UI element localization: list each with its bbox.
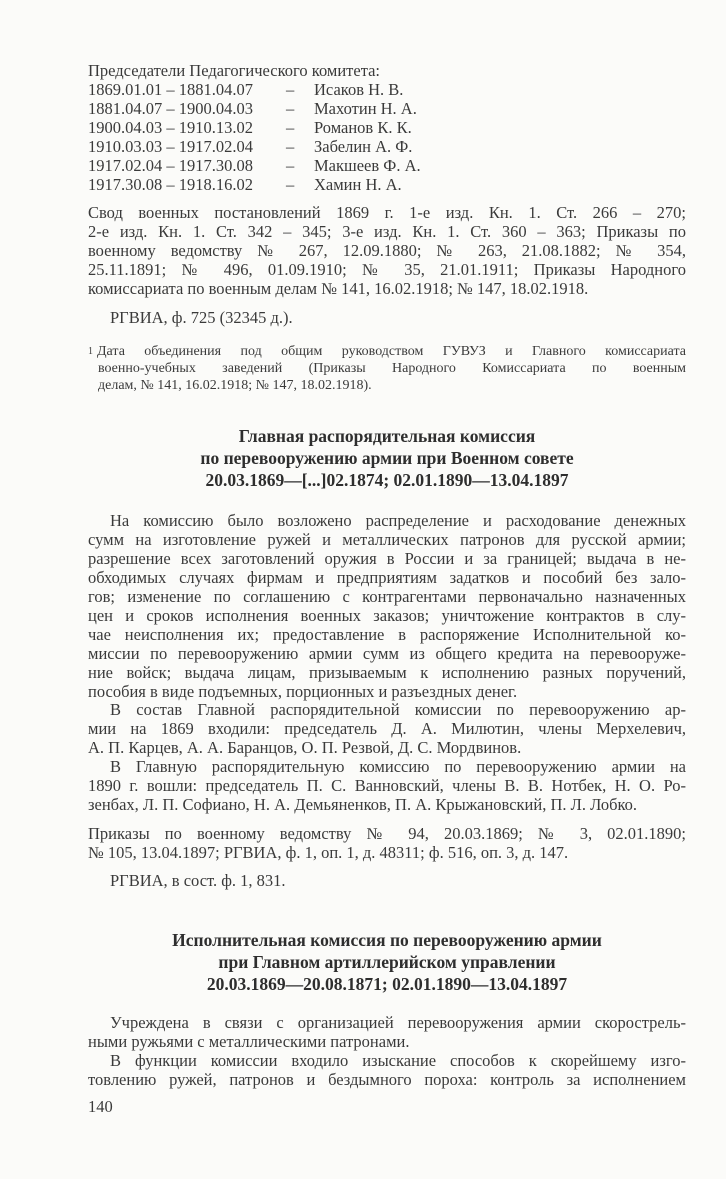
footnote-text: Дата объединения под общим руководством ГУВУЗ и Главного комиссариата <box>97 344 686 359</box>
heading-line: 20.03.1869—[...]02.1874; 02.01.1890—13.04.1897 <box>205 470 569 490</box>
chairman-name: Макшеев Ф. А. <box>314 156 421 175</box>
text-line: Учреждена в связи с организацией перевооружения армии скорострель- <box>110 1013 686 1032</box>
archive-reference-2 <box>88 871 686 890</box>
text-line: цен и сроков исполнения военных заказов; уничтожение контрактов в слу- <box>88 606 686 625</box>
chairman-name: Забелин А. Ф. <box>314 137 413 156</box>
text-line: А. П. Карцев, А. А. Баранцов, О. П. Резвой, Д. С. Мордвинов. <box>88 738 522 757</box>
text-line: разрешение всех заготовлений оружия в России и за границей; выдача в не- <box>88 549 686 568</box>
text-line: В состав Главной распорядительной комиссии по перевооружению ар- <box>110 700 686 719</box>
text-line: пособия в виде подъемных, порционных и разъездных денег. <box>88 682 518 701</box>
text-line: зенбах, Л. П. Софиано, Н. А. Демьяненков, П. А. Крыжановский, П. Л. Лобко. <box>88 795 638 814</box>
chairman-period: 1917.30.08 – 1918.16.02 <box>88 175 253 194</box>
heading-line: Главная распорядительная комиссия <box>238 426 536 446</box>
chairmen-title: Председатели Педагогического комитета: <box>88 61 381 80</box>
text-line: ными ружьями с металлическими патронами. <box>88 1032 410 1051</box>
page-number: 140 <box>88 1097 113 1116</box>
chairman-period: 1910.03.03 – 1917.02.04 <box>88 137 253 156</box>
chairman-row <box>88 80 686 99</box>
footnote-line: военно-учебных заведений (Приказы Народного Комиссариата по военным <box>98 361 686 376</box>
text-line: Свод военных постановлений 1869 г. 1-е изд. Кн. 1. Ст. 266 – 270; <box>88 203 686 222</box>
section-heading-2 <box>88 929 686 995</box>
text-line: сумм на изготовление ружей и металлических патронов для русской армии; <box>88 530 686 549</box>
text-line: В функции комиссии входило изыскание способов к скорейшему изго- <box>110 1051 686 1070</box>
archive-reference-2-text: РГВИА, в сост. ф. 1, 831. <box>110 871 286 890</box>
chairman-name: Махотин Н. А. <box>314 99 417 118</box>
heading-line: 20.03.1869—20.08.1871; 02.01.1890—13.04.1897 <box>206 974 568 994</box>
paragraph-functions <box>88 1051 686 1089</box>
text-line: ние войск; выдача лицам, призываемым к исполнению разных поручений, <box>88 663 686 682</box>
chairman-name: Романов К. К. <box>314 118 412 137</box>
text-line: 1890 г. вошли: председатель П. С. Ванновский, члены В. В. Нотбек, Н. О. Ро- <box>88 776 686 795</box>
chairman-name: Хамин Н. А. <box>314 175 402 194</box>
heading-line: Исполнительная комиссия по перевооружению армии <box>172 930 602 950</box>
text-line: № 105, 13.04.1897; РГВИА, ф. 1, оп. 1, д. 48311; ф. 516, оп. 3, д. 147. <box>88 843 569 862</box>
archive-reference-text: РГВИА, ф. 725 (32345 д.). <box>110 308 293 327</box>
text-line: В Главную распорядительную комиссию по перевооружению армии на <box>110 757 686 776</box>
footnote-line <box>88 343 686 360</box>
text-line: 2-е изд. Кн. 1. Ст. 342 – 345; 3-е изд. Кн. 1. Ст. 360 – 363; Приказы по <box>88 222 686 241</box>
svod-paragraph <box>88 203 686 298</box>
text-line: комиссариата по военным делам № 141, 16.02.1918; № 147, 18.02.1918. <box>88 279 589 298</box>
text-line: военному ведомству № 267, 12.09.1880; № 263, 21.08.1882; № 354, <box>88 241 686 260</box>
dash: – <box>286 137 295 156</box>
dash: – <box>286 80 295 99</box>
dash: – <box>286 99 295 118</box>
paragraph-establishment <box>88 1013 686 1051</box>
orders-reference <box>88 824 686 862</box>
chairman-period: 1900.04.03 – 1910.13.02 <box>88 118 253 137</box>
paragraph-members-1869 <box>88 700 686 757</box>
footnote-marker: 1 <box>88 346 93 357</box>
text-line: обходимых случаях фирмам и предприятиям задатков и пособий без зало- <box>88 568 686 587</box>
chairman-row <box>88 118 686 137</box>
chairman-period: 1917.02.04 – 1917.30.08 <box>88 156 253 175</box>
dash: – <box>286 118 295 137</box>
chairman-period: 1869.01.01 – 1881.04.07 <box>88 80 253 99</box>
heading-line: по перевооружению армии при Военном совете <box>200 448 574 468</box>
heading-line: при Главном артиллерийском управлении <box>218 952 556 972</box>
text-line: товлению ружей, патронов и бездымного пороха: контроль за исполнением <box>88 1070 686 1089</box>
dash: – <box>286 156 295 175</box>
text-line: мии на 1869 входили: председатель Д. А. Милютин, члены Мерхелевич, <box>88 719 686 738</box>
text-line: гов; изменение по соглашению с контрагентами первоначально назначенных <box>88 587 686 606</box>
text-line: На комиссию было возложено распределение и расходование денежных <box>110 511 686 530</box>
chairman-row <box>88 99 686 118</box>
chairmen-list <box>88 61 686 194</box>
footnote-line: делам, № 141, 16.02.1918; № 147, 18.02.1918). <box>98 378 372 393</box>
chairman-row <box>88 137 686 156</box>
paragraph-members-1890 <box>88 757 686 814</box>
chairman-row <box>88 156 686 175</box>
chairman-row <box>88 175 686 194</box>
chairman-name: Исаков Н. В. <box>314 80 404 99</box>
text-line: миссии по перевооружению армии сумм из общего кредита на перевооруже- <box>88 644 686 663</box>
text-line: чае неисполнения их; предоставление в распоряжение Исполнительной ко- <box>88 625 686 644</box>
footnote <box>88 343 686 394</box>
text-line: Приказы по военному ведомству № 94, 20.03.1869; № 3, 02.01.1890; <box>88 824 686 843</box>
chairman-period: 1881.04.07 – 1900.04.03 <box>88 99 253 118</box>
paragraph-duties <box>88 511 686 701</box>
dash: – <box>286 175 295 194</box>
text-line: 25.11.1891; № 496, 01.09.1910; № 35, 21.01.1911; Приказы Народного <box>88 260 686 279</box>
archive-reference <box>88 308 686 327</box>
section-heading-1 <box>88 425 686 491</box>
